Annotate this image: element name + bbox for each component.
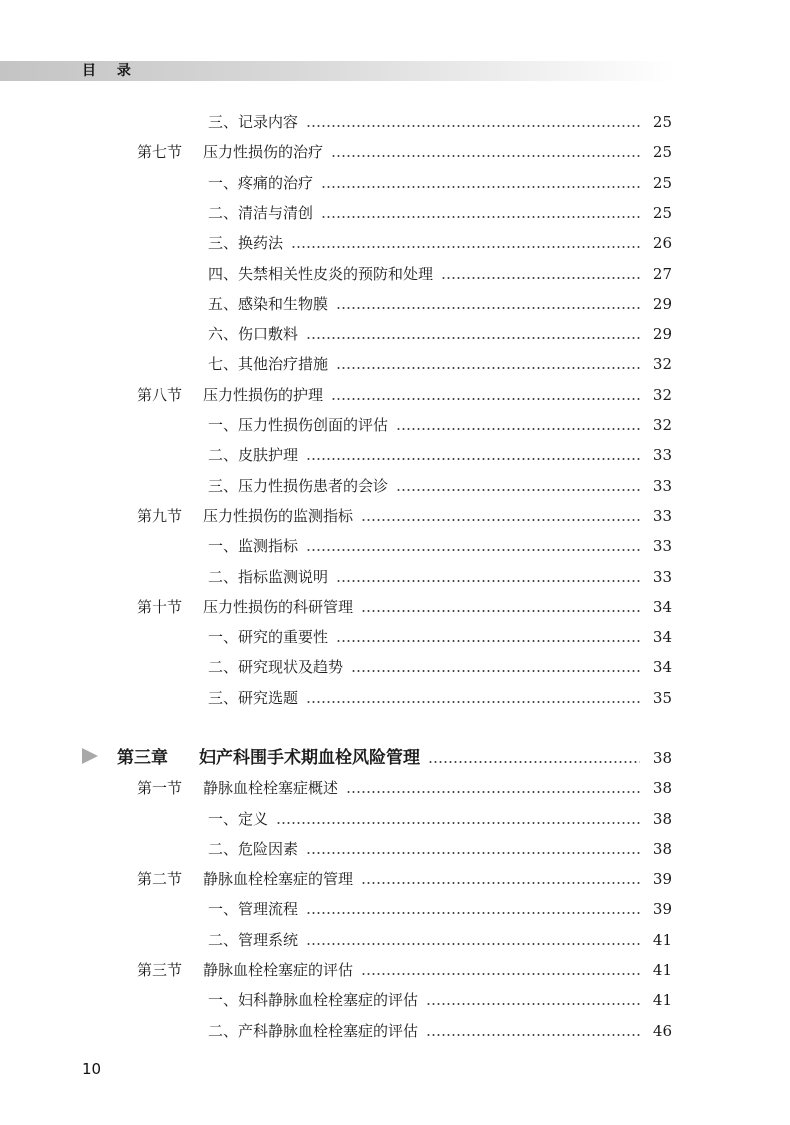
toc-entry-page: 33 xyxy=(652,446,672,464)
toc-entry-page: 25 xyxy=(652,204,672,222)
toc-entry-text: 三、记录内容 xyxy=(208,113,299,131)
toc-entry-text: 压力性损伤的治疗 xyxy=(203,143,324,161)
toc-entry-label xyxy=(137,869,353,889)
toc-item xyxy=(208,472,672,496)
toc-entry-text: 二、管理系统 xyxy=(208,931,299,949)
toc-entry-text: 一、妇科静脉血栓栓塞症的评估 xyxy=(208,991,419,1009)
toc-entry-text: 六、伤口敷料 xyxy=(208,325,299,343)
toc-entry-label xyxy=(208,990,418,1010)
toc-section xyxy=(137,381,672,405)
toc-entry-text: 三、压力性损伤患者的会诊 xyxy=(208,477,389,495)
toc-entry-page: 41 xyxy=(652,991,672,1009)
toc-entry-text: 二、皮肤护理 xyxy=(208,446,299,464)
chapter-arrow-icon xyxy=(82,748,98,764)
toc-entry-page: 27 xyxy=(652,265,672,283)
toc-entry-text: 压力性损伤的护理 xyxy=(203,386,324,404)
toc-entry-page: 46 xyxy=(652,1022,672,1040)
dot-leader xyxy=(361,610,640,612)
toc-entry-page: 26 xyxy=(652,234,672,252)
dot-leader xyxy=(306,458,640,460)
toc-entry-number: 第十节 xyxy=(137,598,183,616)
toc-section xyxy=(137,138,672,162)
dot-leader xyxy=(346,791,640,793)
dot-leader xyxy=(331,155,640,157)
toc-entry-label xyxy=(208,839,298,859)
toc-entry-label xyxy=(208,112,298,132)
toc-entry-page: 32 xyxy=(652,355,672,373)
toc-entry-number: 第一节 xyxy=(137,779,183,797)
toc-item xyxy=(208,623,672,647)
toc-entry-number: 第九节 xyxy=(137,507,183,525)
toc-entry-text: 一、定义 xyxy=(208,810,269,828)
dot-leader xyxy=(336,367,640,369)
toc-item xyxy=(208,350,672,374)
toc-entry-label xyxy=(208,899,298,919)
toc-section xyxy=(137,956,672,980)
dot-leader xyxy=(306,852,640,854)
toc-entry-label xyxy=(208,324,298,344)
toc-entry-label xyxy=(137,506,353,526)
toc-section xyxy=(137,593,672,617)
toc-entry-number: 第二节 xyxy=(137,870,183,888)
toc-item xyxy=(208,441,672,465)
toc-entry-text: 一、疼痛的治疗 xyxy=(208,174,314,192)
dot-leader xyxy=(426,1034,640,1036)
toc-entry-label xyxy=(208,657,343,677)
toc-entry-text: 五、感染和生物膜 xyxy=(208,295,329,313)
toc-entry-text: 二、研究现状及趋势 xyxy=(208,658,344,676)
toc-entry-page: 29 xyxy=(652,325,672,343)
toc-entry-text: 四、失禁相关性皮炎的预防和处理 xyxy=(208,265,434,283)
toc-entry-text: 二、产科静脉血栓栓塞症的评估 xyxy=(208,1022,419,1040)
toc-item xyxy=(208,684,672,708)
toc-item xyxy=(208,926,672,950)
toc-entry-page: 41 xyxy=(652,961,672,979)
toc-entry-page: 32 xyxy=(652,386,672,404)
toc-entry-page: 39 xyxy=(652,900,672,918)
toc-entry-text: 压力性损伤的科研管理 xyxy=(203,598,354,616)
toc-entry-page: 25 xyxy=(652,174,672,192)
toc-entry-page: 33 xyxy=(652,537,672,555)
dot-leader xyxy=(306,943,640,945)
toc-entry-label xyxy=(208,445,298,465)
toc-entry-page: 39 xyxy=(652,870,672,888)
toc-entry-number: 第八节 xyxy=(137,386,183,404)
toc-entry-text: 二、清洁与清创 xyxy=(208,204,314,222)
dot-leader xyxy=(426,1003,640,1005)
dot-leader xyxy=(361,973,640,975)
toc-entry-text: 二、指标监测说明 xyxy=(208,568,329,586)
toc-entry-text: 静脉血栓栓塞症概述 xyxy=(203,779,339,797)
page-header-title: 目 录 xyxy=(82,63,139,79)
dot-leader xyxy=(351,670,640,672)
dot-leader xyxy=(428,761,640,763)
toc-entry-label xyxy=(208,627,328,647)
toc-entry-page: 33 xyxy=(652,507,672,525)
toc-item xyxy=(208,563,672,587)
toc-item xyxy=(208,260,672,284)
toc-entry-text: 静脉血栓栓塞症的管理 xyxy=(203,870,354,888)
toc-entry-text: 压力性损伤的监测指标 xyxy=(203,507,354,525)
toc-item xyxy=(208,169,672,193)
page-number: 10 xyxy=(82,1060,102,1078)
dot-leader xyxy=(361,882,640,884)
dot-leader xyxy=(276,822,640,824)
toc-entry-label xyxy=(208,354,328,374)
toc-entry-label xyxy=(208,415,388,435)
dot-leader xyxy=(321,186,640,188)
toc-item xyxy=(208,411,672,435)
toc-entry-label xyxy=(208,930,298,950)
toc-entry-number: 第七节 xyxy=(137,143,183,161)
toc-entry-page: 33 xyxy=(652,477,672,495)
dot-leader xyxy=(336,640,640,642)
toc-entry-page: 25 xyxy=(652,143,672,161)
toc-entry-text: 妇产科围手术期血栓风险管理 xyxy=(199,748,420,768)
toc-entry-text: 一、压力性损伤创面的评估 xyxy=(208,416,389,434)
toc-entry-label xyxy=(208,567,328,587)
dot-leader xyxy=(361,519,640,521)
dot-leader xyxy=(306,125,640,127)
toc-entry-label xyxy=(137,385,323,405)
dot-leader xyxy=(336,580,640,582)
toc-item xyxy=(208,986,672,1010)
toc-entry-text: 一、研究的重要性 xyxy=(208,628,329,646)
toc-entry-text: 三、换药法 xyxy=(208,234,284,252)
toc-item xyxy=(208,835,672,859)
toc-entry-text: 一、监测指标 xyxy=(208,537,299,555)
dot-leader xyxy=(306,912,640,914)
toc-entry-label xyxy=(208,233,283,253)
toc-entry-label xyxy=(208,173,313,193)
toc-entry-page: 35 xyxy=(652,689,672,707)
dot-leader xyxy=(396,489,640,491)
toc-section xyxy=(137,774,672,798)
toc-entry-label xyxy=(208,809,268,829)
toc-entry-page: 29 xyxy=(652,295,672,313)
toc-entry-page: 41 xyxy=(652,931,672,949)
toc-entry-page: 25 xyxy=(652,113,672,131)
toc-entry-text: 静脉血栓栓塞症的评估 xyxy=(203,961,354,979)
toc-entry-page: 32 xyxy=(652,416,672,434)
toc-entry-page: 38 xyxy=(652,840,672,858)
toc-entry-page: 38 xyxy=(652,779,672,797)
dot-leader xyxy=(331,398,640,400)
dot-leader xyxy=(441,277,640,279)
toc-entry-page: 34 xyxy=(652,628,672,646)
toc-entry-page: 34 xyxy=(652,598,672,616)
toc-entry-label xyxy=(208,688,298,708)
toc-entry-label xyxy=(208,536,298,556)
toc-entry-label xyxy=(208,264,433,284)
toc-entry-text: 七、其他治疗措施 xyxy=(208,355,329,373)
dot-leader xyxy=(306,337,640,339)
toc-item xyxy=(208,320,672,344)
toc-entry-label xyxy=(137,778,338,798)
toc-item xyxy=(208,1017,672,1041)
toc-chapter xyxy=(117,744,672,768)
toc-entry-page: 34 xyxy=(652,658,672,676)
dot-leader xyxy=(291,246,640,248)
toc-entry-label xyxy=(208,476,388,496)
toc-item xyxy=(208,895,672,919)
toc-item xyxy=(208,108,672,132)
toc-item xyxy=(208,290,672,314)
toc-item xyxy=(208,805,672,829)
toc-item xyxy=(208,229,672,253)
toc-entry-label xyxy=(137,142,323,162)
toc-entry-label xyxy=(208,203,313,223)
toc-section xyxy=(137,502,672,526)
toc-entry-page: 38 xyxy=(652,810,672,828)
toc-entry-label xyxy=(137,960,353,980)
toc-entry-label xyxy=(208,1021,418,1041)
toc-entry-number: 第三节 xyxy=(137,961,183,979)
dot-leader xyxy=(321,216,640,218)
toc-section xyxy=(137,865,672,889)
toc-entry-label xyxy=(117,748,420,768)
dot-leader xyxy=(306,549,640,551)
toc-item xyxy=(208,653,672,677)
toc-entry-text: 二、危险因素 xyxy=(208,840,299,858)
toc-entry-page: 33 xyxy=(652,568,672,586)
toc-entry-text: 三、研究选题 xyxy=(208,689,299,707)
toc-entry-page: 38 xyxy=(652,749,672,767)
toc-item xyxy=(208,199,672,223)
toc-entry-number: 第三章 xyxy=(117,748,168,768)
toc-entry-label xyxy=(137,597,353,617)
dot-leader xyxy=(336,307,640,309)
toc-entry-text: 一、管理流程 xyxy=(208,900,299,918)
toc-item xyxy=(208,532,672,556)
toc-entry-label xyxy=(208,294,328,314)
dot-leader xyxy=(396,428,640,430)
dot-leader xyxy=(306,701,640,703)
